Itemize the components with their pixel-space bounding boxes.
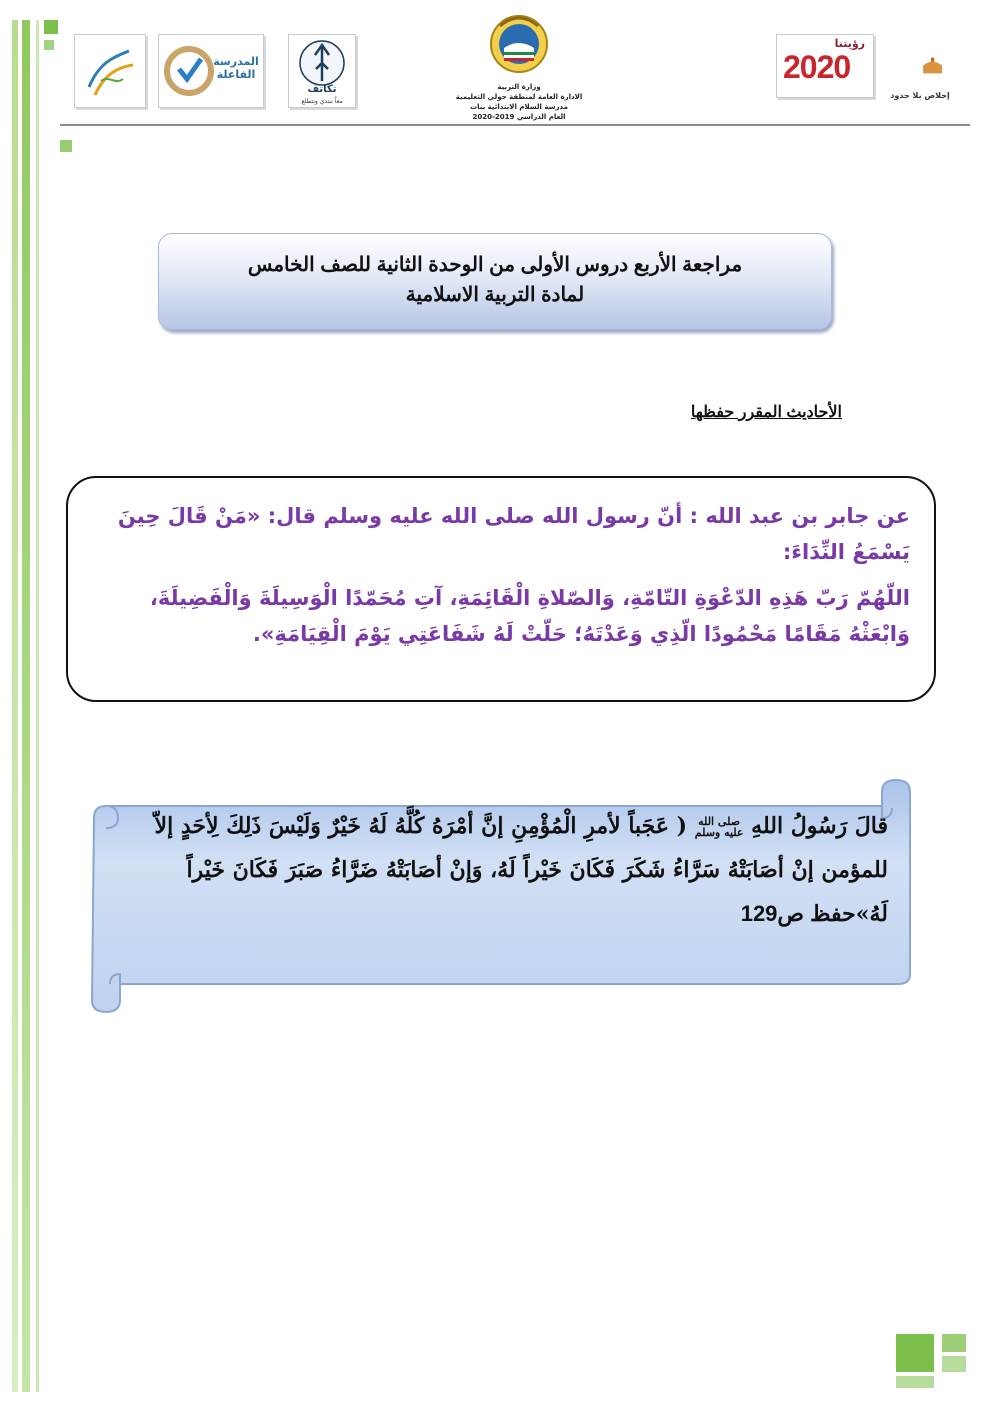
title-line-2: لمادة التربية الاسلامية [405, 284, 585, 306]
crescent-mosque-icon [884, 34, 956, 86]
takatof-label: تكاتف [307, 84, 337, 95]
corner-square [44, 20, 58, 34]
takatof-logo [288, 34, 356, 108]
header-rule [60, 124, 970, 126]
islamic-dept-logo [884, 34, 956, 100]
left-border-main [22, 20, 30, 1392]
hadith-2-body: ( عَجَباً لأمرِ الْمُؤْمِنِ إنَّ أمْرَهُ كُلَّهُ لَهُ خَيْرٌ وَلَيْسَ ذَلِكَ لِأحَدٍ إلاّ للمؤمن إنْ أصَابَتْهُ سَرَّاءُ شَكَرَ فَكَانَ خَيْراً لَهُ، وَإنْ أصَابَتْهُ ضَرَّاءُ صَبَرَ فَكَانَ خَيْراً لَهُ» [154, 813, 888, 927]
title-box [158, 233, 832, 330]
hadith-2-intro: قالَ رَسُولُ اللهِ [751, 813, 888, 839]
section-heading: الأحاديث المقرر حفظها [690, 404, 842, 421]
corner-square [60, 140, 72, 152]
hadith-2-reference: حفظ ص129 [740, 901, 856, 926]
salla-symbol [695, 816, 744, 838]
hadith-1-line-2: اللّهُمّ رَبّ هَذِهِ الدّعْوَةِ التّامّةِ، وَالصّلاةِ الْقَائِمَةِ، آتِ مُحَمّدًا الْوَسِيلَةَ وَالْفَضِيلَةَ، وَابْعَثْهُ مَقَامًا مَحْمُودًا الّذِي وَعَدْتَهُ؛ حَلّتْ لَهُ شَفَاعَتِي يَوْمَ الْقِيَامَةِ». [149, 586, 910, 646]
salla-bottom: عليه وسلم [694, 826, 744, 839]
title-line-1: مراجعة الأربع دروس الأولى من الوحدة الثانية للصف الخامس [247, 254, 743, 276]
kuwait-emblem-icon [486, 12, 552, 80]
active-school-logo [158, 34, 264, 108]
corner-square [44, 40, 54, 50]
left-border-outer [12, 20, 18, 1392]
ministry-line: وزارة التربية [497, 83, 541, 91]
vision-year: 2020 [783, 49, 851, 85]
islamic-dept-label: إخلاص بلا حدود [890, 91, 950, 100]
takatof-icon [289, 35, 355, 107]
ministry-line: الادارة العامة لمنطقة حولي التعليمية [455, 93, 583, 101]
swirl-logo-icon [75, 35, 145, 107]
corner-square [896, 1376, 934, 1388]
hadith-scroll [86, 778, 914, 1014]
hadith-1-line-1: عن جابر بن عبد الله : أنّ رسول الله صلى الله عليه وسلم قال: «مَنْ قَالَ حِينَ يَسْمَعُ النِّدَاءَ: [117, 504, 910, 564]
active-school-label: المدرسة الفاعلة [213, 55, 259, 81]
left-border-thin [36, 20, 39, 1392]
corner-square [896, 1334, 934, 1372]
vision-2020-logo [776, 34, 874, 98]
vision-label: رؤيتنا [834, 37, 865, 50]
takatof-sub: معاً نبتدي ونتطلع [301, 98, 343, 105]
corner-square [942, 1334, 966, 1352]
ministry-line: العام الدراسي 2019-2020 [472, 113, 566, 121]
salla-top: صلى الله [698, 815, 741, 828]
hadith-box-1 [66, 476, 936, 702]
hadith-2-text [108, 804, 888, 936]
ministry-line: مدرسة السلام الابتدائية بنات [470, 103, 568, 111]
swirl-logo [74, 34, 146, 108]
ministry-block [430, 82, 608, 122]
corner-square [942, 1356, 966, 1372]
